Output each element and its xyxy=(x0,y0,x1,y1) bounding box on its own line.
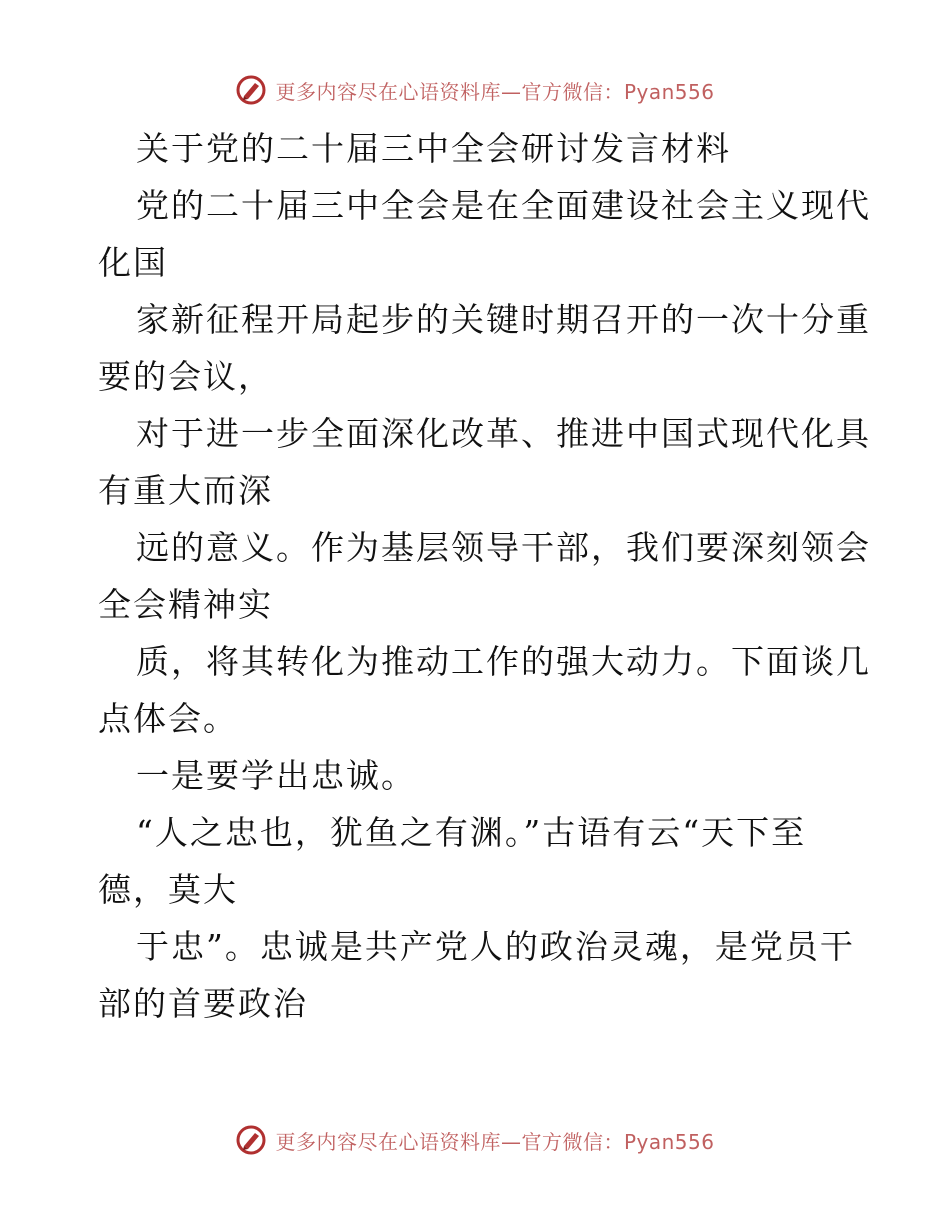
paragraph-line: “人之忠也，犹鱼之有渊。”古语有云“天下至 xyxy=(136,813,807,852)
header-watermark xyxy=(0,70,950,110)
watermark-text: 更多内容尽在心语资料库—官方微信：Pyan556 xyxy=(275,1129,715,1154)
paragraph-line: 德，莫大 xyxy=(98,870,238,909)
document-title: 关于党的二十届三中全会研讨发言材料 xyxy=(136,129,731,168)
paragraph-line: 党的二十届三中全会是在全面建设社会主义现代 xyxy=(136,186,871,225)
document-body xyxy=(98,120,871,1032)
paragraph-line: 家新征程开局起步的关键时期召开的一次十分重 xyxy=(136,300,871,339)
paragraph-line: 远的意义。作为基层领导干部，我们要深刻领会 xyxy=(136,528,871,567)
paragraph-line: 对于进一步全面深化改革、推进中国式现代化具 xyxy=(136,414,871,453)
paragraph-line: 要的会议， xyxy=(98,357,273,396)
paragraph-line: 全会精神实 xyxy=(98,585,273,624)
paragraph-line: 部的首要政治 xyxy=(98,984,308,1023)
pen-logo-icon xyxy=(235,1124,267,1156)
pen-logo-icon xyxy=(235,74,267,106)
footer-watermark xyxy=(0,1120,950,1160)
paragraph-line: 有重大而深 xyxy=(98,471,273,510)
paragraph-line: 质，将其转化为推动工作的强大动力。下面谈几 xyxy=(136,642,871,681)
paragraph-line: 于忠”。忠诚是共产党人的政治灵魂，是党员干 xyxy=(136,927,855,966)
section-heading: 一是要学出忠诚。 xyxy=(136,756,416,795)
paragraph-line: 化国 xyxy=(98,243,168,282)
paragraph-line: 点体会。 xyxy=(98,699,238,738)
watermark-text: 更多内容尽在心语资料库—官方微信：Pyan556 xyxy=(275,79,715,104)
